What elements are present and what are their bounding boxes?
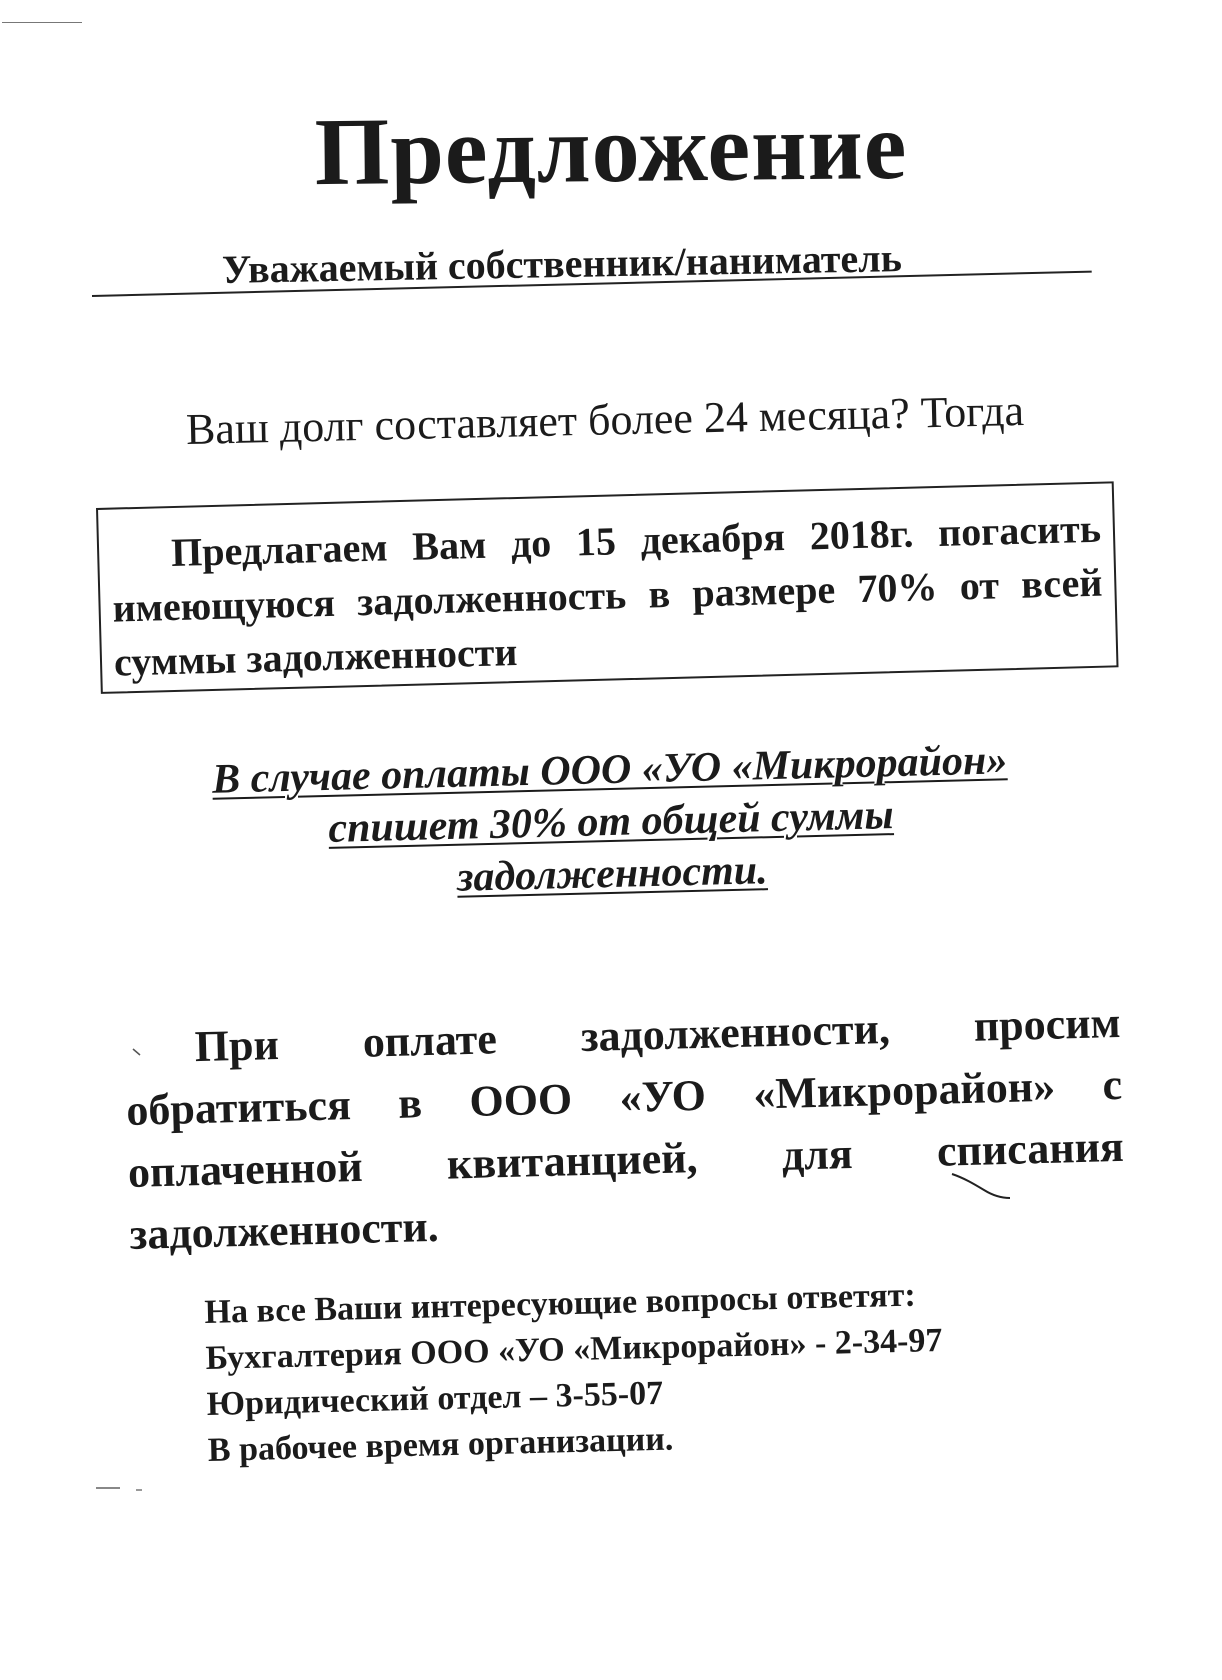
writeoff-line: спишет 30% от общей суммы [327,792,895,852]
salutation: Уважаемый собственник/наниматель [221,235,903,292]
writeoff-line: В случае оплаты ООО «УО «Микрорайон» [211,737,1008,803]
contact-accounting: Бухгалтерия ООО «УО «Микрорайон» - 2-34-97 [205,1321,943,1377]
payment-request: При оплате задолженности, просим обратиться в ООО «УО «Микрорайон» с оплаченной квитанцией, для списания задолженности. [125,997,1125,1259]
debt-question: Ваш долг составляет более 24 месяца? Тогда [185,385,1025,454]
writeoff-notice [0,729,1222,915]
scan-artifact-line [2,22,82,23]
pen-stroke-mark [950,1168,1020,1208]
writeoff-line: задолженности. [456,847,769,901]
contacts-list [204,1272,945,1474]
scan-artifact-line [96,1487,120,1489]
contact-legal: Юридический отдел – 3-55-07 [206,1374,664,1423]
contact-hours: В рабочее время организации. [207,1420,674,1469]
scan-artifact-line [136,1489,142,1491]
offer-box [96,481,1119,694]
document-title: Предложение [314,91,908,206]
offer-text: Предлагаем Вам до 15 декабря 2018г. погасить имеющуюся задолженность в размере 70% от всей суммы задолженности [112,505,1103,685]
contacts-intro: На все Ваши интересующие вопросы ответят: [204,1276,917,1331]
